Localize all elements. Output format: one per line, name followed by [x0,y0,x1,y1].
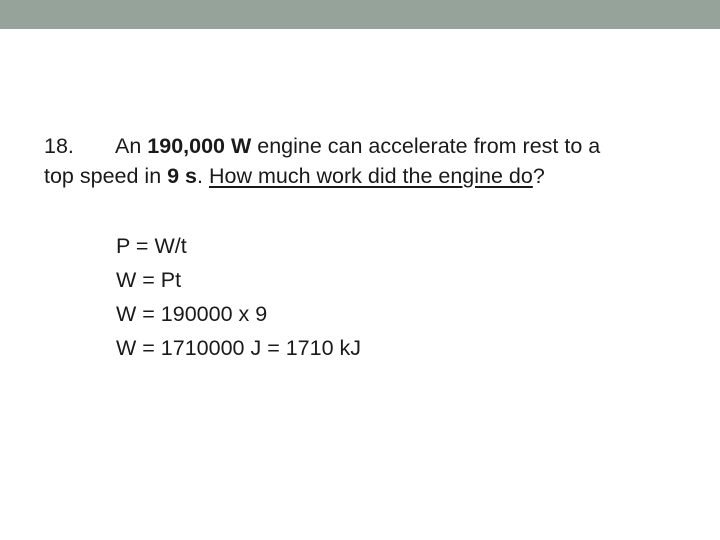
question-line-1 [44,131,704,161]
solution-line-2: W = Pt [116,268,182,292]
question-text-part-1: An [115,134,148,158]
solution-line-3: W = 190000 x 9 [116,302,268,326]
question-text [44,131,704,191]
solution-steps [116,229,361,365]
question-text-part-2: engine can accelerate from rest to a [251,134,601,158]
question-line-2 [44,161,704,191]
question-text-part-3: top speed in [44,164,168,188]
question-mark: ? [532,164,545,188]
solution-line-1: P = W/t [116,234,187,258]
solution-line-4: W = 1710000 J = 1710 kJ [116,336,362,360]
question-number: 18. [44,134,74,158]
time-value: 9 s [167,164,198,188]
power-value: 190,000 W [147,134,252,158]
top-decorative-bar [0,0,720,29]
question-asked: How much work did the engine do [208,164,533,188]
question-text-part-4: . [197,164,209,188]
